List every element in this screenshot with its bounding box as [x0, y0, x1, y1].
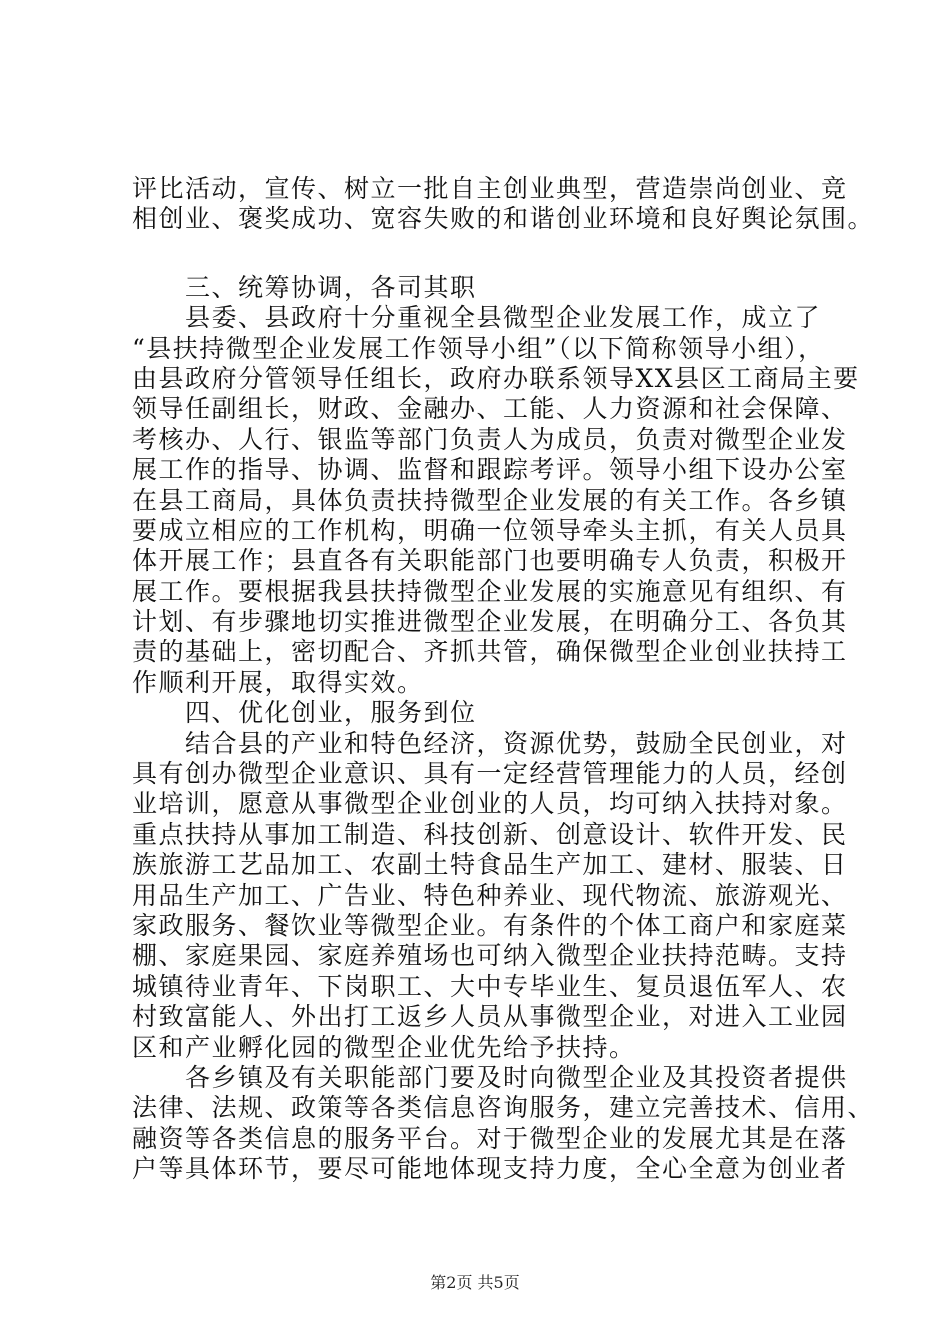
text-line: 由县政府分管领导任组长，政府办联系领导XX县区工商局主要 [132, 363, 860, 393]
text-line: 棚、家庭果园、家庭养殖场也可纳入微型企业扶持范畴。支持 [132, 941, 848, 971]
text-line: 各乡镇及有关职能部门要及时向微型企业及其投资者提供 [132, 1062, 848, 1092]
text-line: 县委、县政府十分重视全县微型企业发展工作，成立了 [132, 303, 822, 333]
text-line: 重点扶持从事加工制造、科技创新、创意设计、软件开发、民 [132, 819, 848, 849]
text-line: 评比活动，宣传、树立一批自主创业典型，营造崇尚创业、竞 [132, 174, 848, 203]
document-body [132, 174, 875, 1185]
text-line: 要成立相应的工作机构，明确一位领导牵头主抓，有关人员具 [132, 515, 848, 545]
section-heading: 四、优化创业，服务到位 [132, 698, 477, 728]
text-line: 城镇待业青年、下岗职工、大中专毕业生、复员退伍军人、农 [132, 971, 848, 1001]
text-line: 展工作的指导、协调、监督和跟踪考评。领导小组下设办公室 [132, 455, 848, 485]
text-line: 族旅游工艺品加工、农副土特食品生产加工、建材、服装、日 [132, 850, 848, 880]
text-line: 融资等各类信息的服务平台。对于微型企业的发展尤其是在落 [132, 1123, 848, 1153]
top-paragraph [132, 174, 875, 235]
paragraph-gap [132, 235, 832, 273]
text-line: 领导任副组长，财政、金融办、工能、人力资源和社会保障、 [132, 394, 848, 424]
text-line: 作顺利开展，取得实效。 [132, 667, 424, 697]
text-line: 考核办、人行、银监等部门负责人为成员，负责对微型企业发 [132, 424, 848, 454]
text-line: 户等具体环节，要尽可能地体现支持力度，全心全意为创业者 [132, 1154, 848, 1184]
text-line: 在县工商局，具体负责扶持微型企业发展的有关工作。各乡镇 [132, 485, 848, 515]
main-text [132, 272, 875, 1185]
text-line: 结合县的产业和特色经济，资源优势，鼓励全民创业，对 [132, 728, 848, 758]
text-line: 业培训，愿意从事微型企业创业的人员，均可纳入扶持对象。 [132, 789, 848, 819]
text-line: 责的基础上，密切配合、齐抓共管，确保微型企业创业扶持工 [132, 637, 848, 667]
text-line: 计划、有步骤地切实推进微型企业发展，在明确分工、各负其 [132, 607, 848, 637]
text-line: 法律、法规、政策等各类信息咨询服务，建立完善技术、信用、 [132, 1093, 875, 1123]
page-number-footer: 第2页 共5页 [430, 1273, 520, 1292]
text-line: 体开展工作；县直各有关职能部门也要明确专人负责，积极开 [132, 546, 848, 576]
text-line: 相创业、褒奖成功、宽容失败的和谐创业环境和良好舆论氛围。 [132, 204, 875, 234]
section-heading: 三、统筹协调，各司其职 [132, 272, 477, 302]
text-line: 用品生产加工、广告业、特色种养业、现代物流、旅游观光、 [132, 880, 848, 910]
text-line: 区和产业孵化园的微型企业优先给予扶持。 [132, 1032, 636, 1062]
text-line: 展工作。要根据我县扶持微型企业发展的实施意见有组织、有 [132, 576, 848, 606]
text-line: 村致富能人、外出打工返乡人员从事微型企业，对进入工业园 [132, 1002, 848, 1032]
text-line: 具有创办微型企业意识、具有一定经营管理能力的人员，经创 [132, 759, 848, 789]
text-line: 家政服务、餐饮业等微型企业。有条件的个体工商户和家庭菜 [132, 910, 848, 940]
text-line: “县扶持微型企业发展工作领导小组”（以下简称领导小组）， [132, 333, 825, 363]
